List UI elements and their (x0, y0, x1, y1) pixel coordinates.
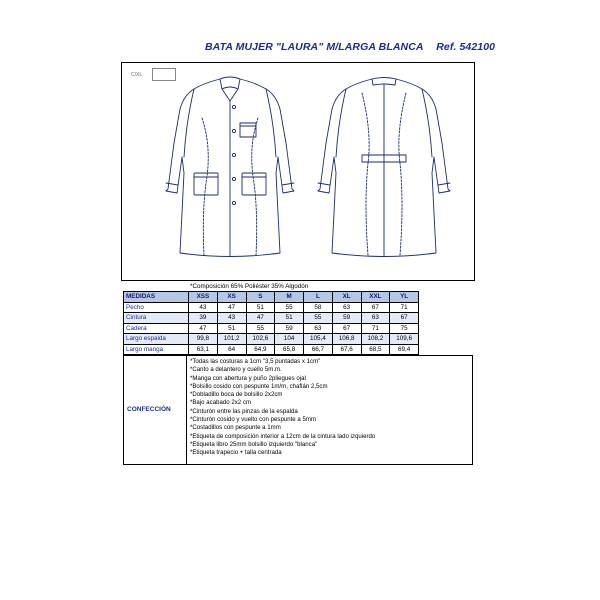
measure-cell: 58 (304, 302, 333, 313)
back-view (318, 78, 450, 257)
document-title (205, 41, 495, 53)
measure-cell: 69,4 (390, 344, 419, 355)
row-label: Largo espalda (124, 334, 189, 345)
measure-cell: 55 (304, 313, 333, 324)
list-item: *Dobladillo boca de bolsillo 2x2cm (190, 391, 283, 399)
header-medidas: MEDIDAS (124, 292, 189, 303)
measure-cell: 71 (390, 302, 419, 313)
measure-cell: 104 (275, 334, 304, 345)
list-item: *Cinturón cosido y vuelto con pespunte a 5mm (190, 416, 317, 424)
measure-cell: 67 (361, 302, 390, 313)
measure-cell: 39 (189, 313, 218, 324)
header-size: XSS (189, 292, 218, 303)
measure-cell: 99,8 (189, 334, 218, 345)
measure-cell: 102,6 (246, 334, 275, 345)
measurements-table (123, 291, 419, 355)
garment-drawing (122, 63, 476, 282)
size-label: C/XL (131, 72, 143, 78)
measure-cell: 51 (246, 302, 275, 313)
measure-cell: 64 (217, 344, 246, 355)
measure-cell: 66,7 (304, 344, 333, 355)
table-row (124, 334, 419, 345)
measure-cell: 105,4 (304, 334, 333, 345)
measure-cell: 109,6 (390, 334, 419, 345)
list-item: *Bajo acabado 2x2 cm (190, 399, 251, 407)
measure-cell: 67 (390, 313, 419, 324)
list-item: *Canto a delantero y cuello 5m.m. (190, 366, 282, 374)
confeccion-list (190, 358, 375, 458)
table-row (124, 302, 419, 313)
confeccion-label: CONFECCIÓN (127, 406, 171, 413)
measurements-header-row (124, 292, 419, 303)
measure-cell: 67 (332, 323, 361, 334)
row-label: Cadera (124, 323, 189, 334)
list-item: *Todas las costuras a 1cm "3,5 puntadas x 1cm" (190, 358, 321, 365)
measure-cell: 47 (217, 302, 246, 313)
measure-cell: 63 (361, 313, 390, 324)
table-row (124, 323, 419, 334)
header-size: S (246, 292, 275, 303)
row-label: Cintura (124, 313, 189, 324)
header-size: L (304, 292, 333, 303)
row-label: Largo manga (124, 344, 189, 355)
reference-code: Ref. 542100 (436, 41, 496, 53)
list-item: *Etiqueta trapecio + talla centrada (190, 449, 282, 457)
measure-cell: 108,2 (361, 334, 390, 345)
confeccion-label-cell (124, 356, 187, 464)
confeccion-box (123, 355, 473, 465)
list-item: *Costadillos con pespunte a 1mm (190, 424, 281, 432)
measure-cell: 106,8 (332, 334, 361, 345)
header-size: XL (332, 292, 361, 303)
measure-cell: 71 (361, 323, 390, 334)
garment-title: BATA MUJER "LAURA" M/LARGA BLANCA (205, 41, 424, 53)
measure-cell: 43 (217, 313, 246, 324)
technical-drawing-frame (121, 62, 475, 281)
list-item: *Manga con abertura y puño 2pliegues ojal (190, 374, 306, 382)
measure-cell: 55 (275, 302, 304, 313)
measure-cell: 75 (390, 323, 419, 334)
list-item: *Bolsillo cosido con pespunte 1m/m, chaflán 2,5cm (190, 382, 328, 390)
table-row (124, 313, 419, 324)
measure-cell: 63 (304, 323, 333, 334)
header-size: M (275, 292, 304, 303)
list-item: *Etiqueta de composición interior a 12cm de la cintura lado izquierdo (190, 432, 376, 440)
measure-cell: 63 (332, 302, 361, 313)
list-item: *Cinturón entre las pinzas de la espalda (190, 407, 298, 415)
front-view (166, 77, 294, 257)
measure-cell: 47 (189, 323, 218, 334)
measure-cell: 68,5 (361, 344, 390, 355)
measure-cell: 51 (275, 313, 304, 324)
measure-cell: 43 (189, 302, 218, 313)
table-row (124, 344, 419, 355)
measure-cell: 64,9 (246, 344, 275, 355)
row-label: Pecho (124, 302, 189, 313)
measure-cell: 65,8 (275, 344, 304, 355)
measure-cell: 67,6 (332, 344, 361, 355)
measure-cell: 101,2 (217, 334, 246, 345)
measure-cell: 59 (332, 313, 361, 324)
measure-cell: 55 (246, 323, 275, 334)
measure-cell: 51 (217, 323, 246, 334)
composition-text: *Composición 65% Poliéster 35% Algodón (190, 283, 309, 290)
header-size: XXL (361, 292, 390, 303)
measure-cell: 47 (246, 313, 275, 324)
measure-cell: 59 (275, 323, 304, 334)
header-size: XS (217, 292, 246, 303)
measure-cell: 63,1 (189, 344, 218, 355)
header-size: YL (390, 292, 419, 303)
list-item: *Etiqueta libro 25mm bolsillo izquierdo "blanca" (190, 440, 318, 448)
